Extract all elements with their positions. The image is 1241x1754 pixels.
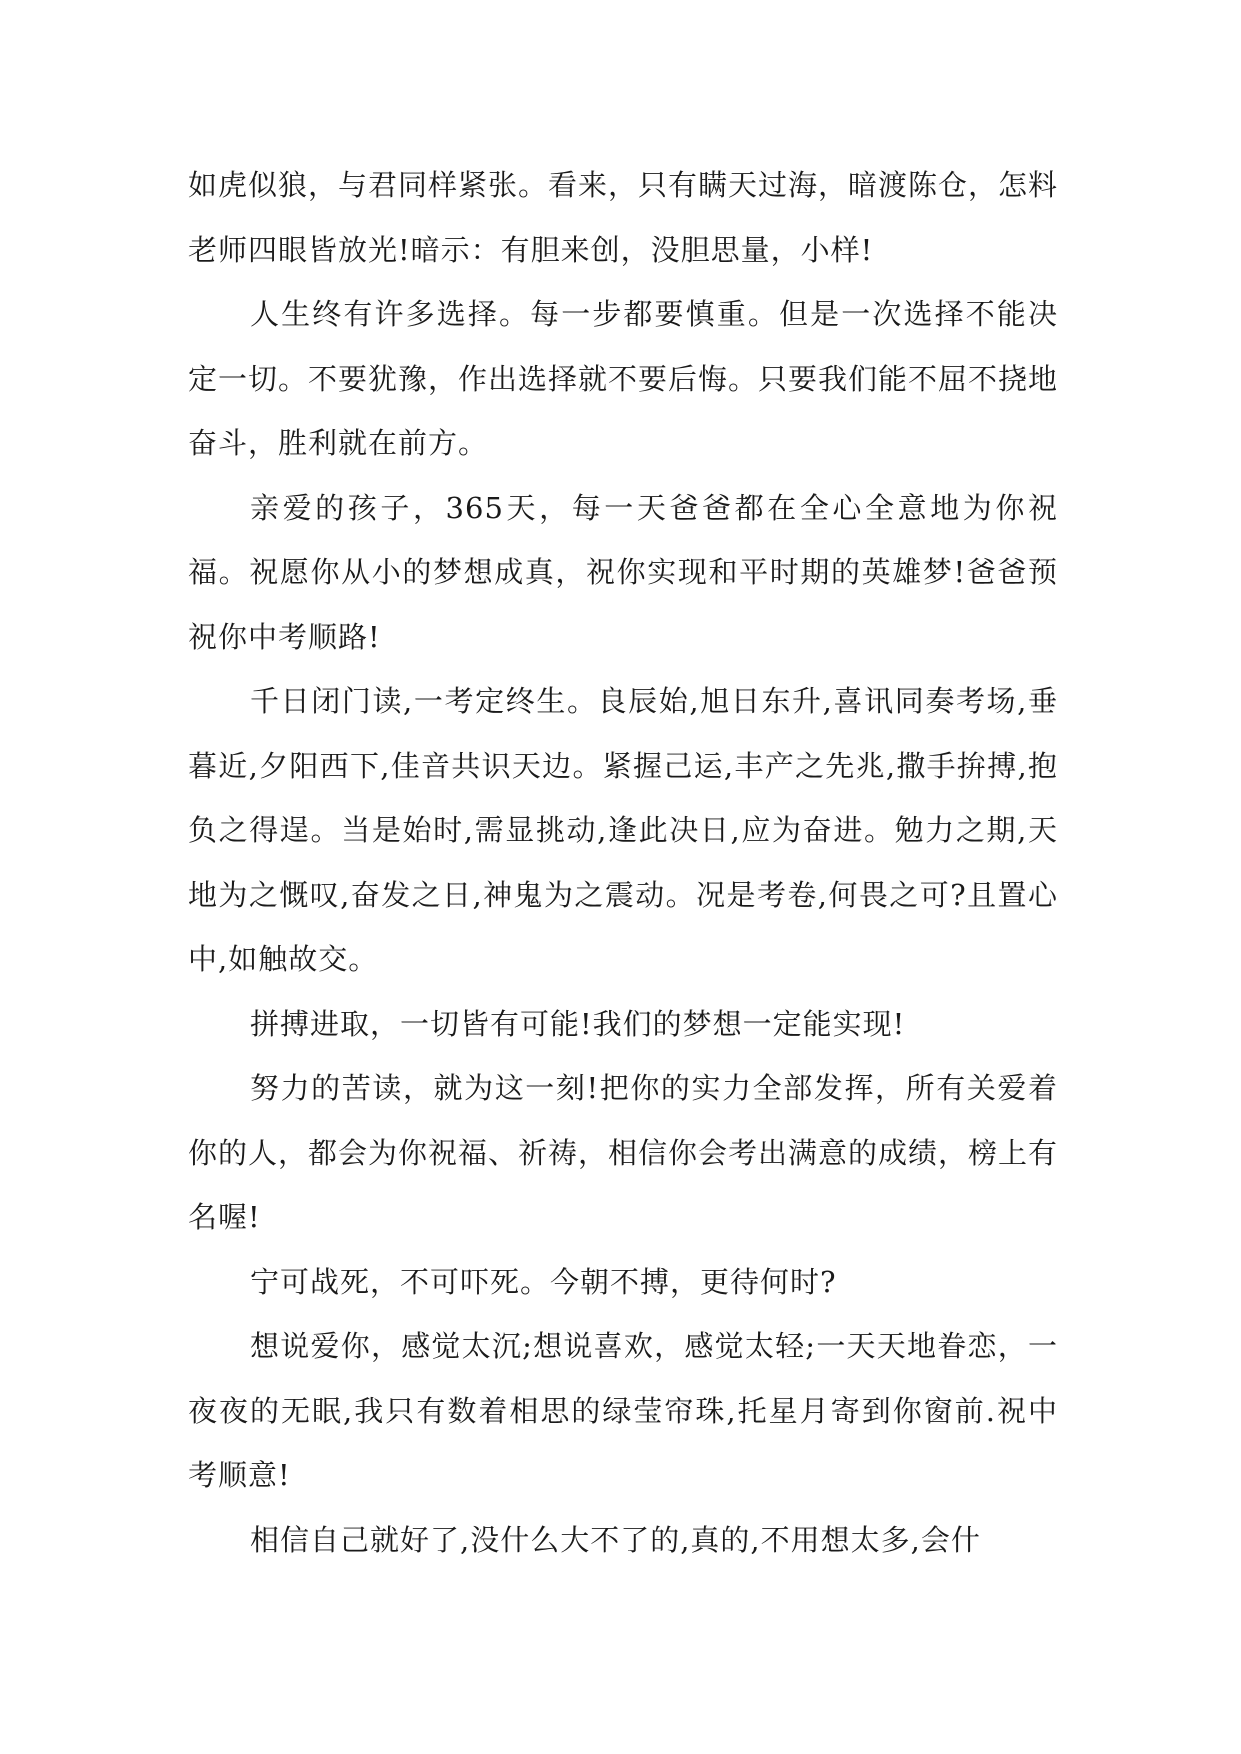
- paragraph-8: 想说爱你，感觉太沉;想说喜欢，感觉太轻;一天天地眷恋，一夜夜的无眠,我只有数着相思的绿莹帘珠,托星月寄到你窗前.祝中考顺意!: [188, 1329, 1058, 1492]
- document-body: [188, 153, 1058, 1572]
- paragraph-7: 宁可战死，不可吓死。今朝不搏，更待何时?: [250, 1264, 837, 1299]
- paragraph-5: 拼搏进取，一切皆有可能!我们的梦想一定能实现!: [250, 1006, 906, 1041]
- paragraph-6: 努力的苦读，就为这一刻!把你的实力全部发挥，所有关爱着你的人，都会为你祝福、祈祷，相信你会考出满意的成绩，榜上有名喔!: [188, 1071, 1059, 1234]
- paragraph-3: 亲爱的孩子，365天，每一天爸爸都在全心全意地为你祝福。祝愿你从小的梦想成真，祝你实现和平时期的英雄梦!爸爸预祝你中考顺路!: [188, 490, 1058, 654]
- paragraph-1: 如虎似狼，与君同样紧张。看来，只有瞒天过海，暗渡陈仓，怎料老师四眼皆放光!暗示：有胆来创，没胆思量，小样!: [188, 168, 1059, 267]
- paragraph-4: 千日闭门读,一考定终生。良辰始,旭日东升,喜讯同奏考场,垂暮近,夕阳西下,佳音共识天边。紧握己运,丰产之先兆,撒手拚搏,抱负之得逞。当是始时,需显挑动,逢此决日,应为奋进。勉力之期,天地为之慨叹,奋发之日,神鬼为之震动。况是考卷,何畏之可?且置心中,如触故交。: [188, 684, 1058, 976]
- paragraph-9: 相信自己就好了,没什么大不了的,真的,不用想太多,会什: [250, 1522, 981, 1557]
- paragraph-2: 人生终有许多选择。每一步都要慎重。但是一次选择不能决定一切。不要犹豫，作出选择就不要后悔。只要我们能不屈不挠地奋斗，胜利就在前方。: [188, 297, 1059, 460]
